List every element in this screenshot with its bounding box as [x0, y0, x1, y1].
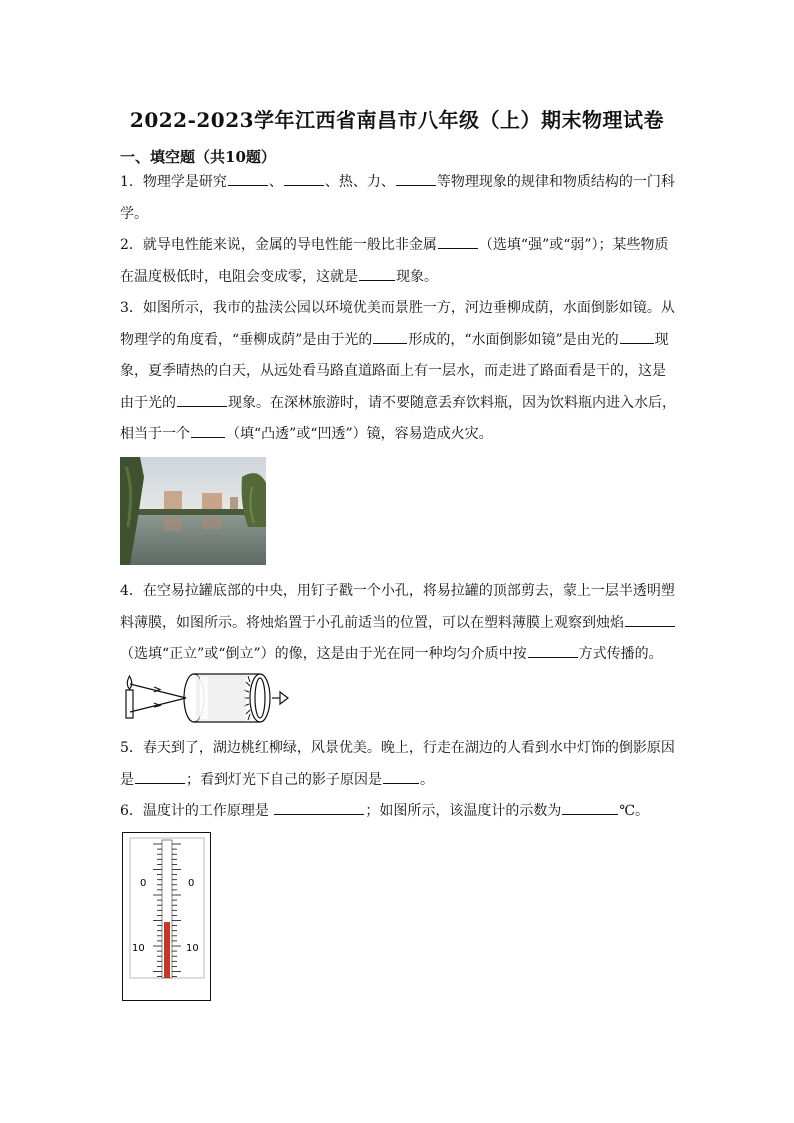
question-1 — [120, 167, 676, 230]
answer-blank[interactable] — [396, 171, 436, 186]
answer-blank[interactable] — [284, 171, 324, 186]
q5-text-a: 5．春天到了，湖边桃红柳绿，风景优美。晚上，行走在湖边的人看到水中灯饰的倒影原因是 — [120, 740, 675, 788]
thermometer-liquid — [164, 922, 170, 978]
q6-text-c: ℃。 — [619, 803, 650, 819]
q4-text-a: 4．在空易拉罐底部的中央，用钉子戳一个小孔，将易拉罐的顶部剪去，蒙上一层半透明塑料薄膜，如图所示。将烛焰置于小孔前适当的位置，可以在塑料薄膜上观察到烛焰 — [120, 583, 675, 631]
q5-text-b: ；看到灯光下自己的影子原因是 — [186, 771, 382, 788]
answer-blank[interactable] — [359, 266, 395, 281]
q5-text-c: 。 — [420, 771, 434, 788]
answer-blank[interactable] — [620, 329, 654, 344]
lake-photo — [120, 457, 266, 565]
answer-blank[interactable] — [625, 612, 675, 627]
answer-blank[interactable] — [191, 423, 225, 438]
q3-text-c: 现象，夏季晴热的白天，从远处看马路直道路面上有一层水，而走进了路面看是干的，这是由于光的 — [120, 331, 669, 411]
scale-label-right-bottom: 10 — [186, 943, 199, 954]
question-6 — [120, 796, 676, 828]
q4-text-b: （选填“正立”或“倒立”）的像，这是由于光在同一种均匀介质中按 — [120, 646, 527, 662]
q2-text-b: （选填“强”或“弱”）；某些物质在温度极低时，电阻会变成零，这就是 — [120, 237, 669, 285]
answer-blank[interactable] — [135, 769, 185, 784]
answer-blank[interactable] — [438, 234, 478, 249]
answer-blank[interactable] — [177, 392, 227, 407]
scale-label-left-top: 0 — [140, 878, 147, 889]
answer-blank[interactable] — [274, 800, 364, 815]
q3-text-b: 形成的，“水面倒影如镜”是由光的 — [408, 331, 619, 348]
thermometer-diagram — [122, 832, 212, 1002]
question-4 — [120, 576, 676, 671]
q6-text-a: 6．温度计的工作原理是 — [120, 803, 274, 819]
pinhole-camera-diagram — [120, 668, 295, 728]
q3-text-e: （填“凸透”或“凹透”）镜，容易造成火灾。 — [226, 426, 493, 442]
answer-blank[interactable] — [528, 643, 578, 658]
answer-blank[interactable] — [228, 171, 268, 186]
scale-label-right-top: 0 — [188, 878, 195, 889]
answer-blank[interactable] — [562, 800, 618, 815]
q1-text-c: 、热、力、 — [324, 174, 395, 190]
q4-text-c: 方式传播的。 — [578, 646, 663, 662]
scale-label-left-bottom: 10 — [132, 943, 145, 954]
q3-text-d: 现象。在深林旅游时，请不要随意丢弃饮料瓶，因为饮料瓶内进入水后，相当于一个 — [120, 394, 676, 442]
answer-blank[interactable] — [383, 769, 419, 784]
q2-text-c: 现象。 — [396, 268, 438, 285]
question-5 — [120, 733, 676, 796]
q1-text-a: 1．物理学是研究 — [120, 174, 227, 190]
q6-text-b: ；如图所示，该温度计的示数为 — [365, 803, 562, 819]
page-title: 2022-2023学年江西省南昌市八年级（上）期末物理试卷 — [129, 108, 665, 132]
question-2 — [120, 230, 676, 293]
q1-text-d: 等物理现象的规律和物质结构的一门科学。 — [120, 174, 675, 222]
q3-text-a: 3．如图所示，我市的盐渎公园以环境优美而景胜一方，河边垂柳成荫，水面倒影如镜。从物理学的角度看，“垂柳成荫”是由于光的 — [120, 300, 675, 348]
q1-text-b: 、 — [268, 174, 283, 190]
answer-blank[interactable] — [373, 329, 407, 344]
question-3 — [120, 293, 676, 451]
q2-text-a: 2．就导电性能来说，金属的导电性能一般比非金属 — [120, 237, 437, 253]
section-heading: 一、填空题（共10题） — [120, 148, 276, 166]
